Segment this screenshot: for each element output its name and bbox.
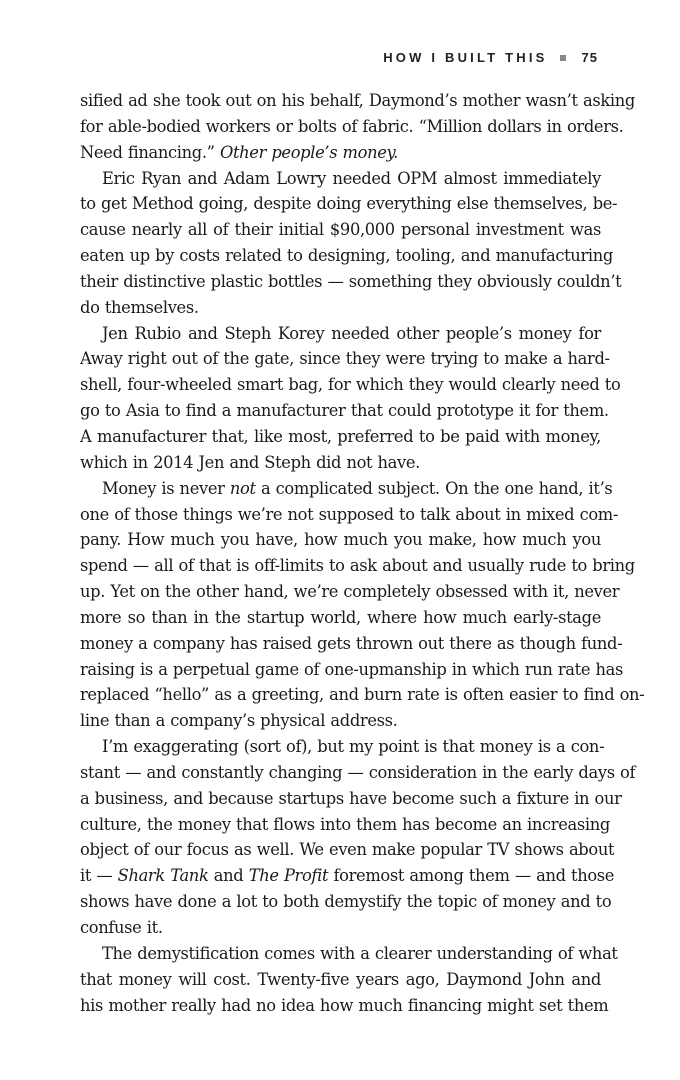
text-line — [80, 837, 615, 863]
text-segment: sified ad she took out on his behalf, Daymond’s mother wasn’t asking — [80, 91, 635, 110]
text-segment: shell, four-wheeled smart bag, for which they would clearly need to — [80, 375, 621, 395]
text-segment: Money is never — [102, 478, 230, 498]
text-segment: spend — all of that is off-limits to ask about and usually rude to bring — [80, 556, 635, 576]
text-line — [80, 889, 612, 915]
text-segment: his mother really had no idea how much financing might set them — [80, 995, 609, 1015]
text-line — [80, 217, 601, 243]
text-line — [80, 915, 601, 941]
page-number: 75 — [581, 50, 598, 65]
text-line — [80, 993, 609, 1019]
text-segment: confuse it. — [80, 918, 163, 937]
paragraph — [80, 321, 621, 476]
text-segment: for able-bodied workers or bolts of fabric. “Million dollars in orders. — [80, 116, 624, 136]
text-segment: Away right out of the gate, since they were trying to make a hard- — [80, 349, 610, 369]
text-line — [80, 502, 619, 528]
text-line — [80, 243, 613, 269]
text-line — [80, 708, 601, 734]
text-line — [80, 786, 622, 812]
paragraph — [80, 941, 618, 1019]
text-line — [80, 476, 613, 502]
text-segment: culture, the money that flows into them has become an increasing — [80, 814, 610, 834]
text-line — [80, 734, 605, 760]
text-line — [80, 605, 601, 631]
italic-text: Shark Tank — [117, 866, 209, 886]
paragraph — [80, 734, 636, 941]
body-text — [80, 88, 645, 1018]
text-segment: their distinctive plastic bottles — something they obviously couldn’t — [80, 271, 622, 291]
text-line — [80, 941, 618, 967]
text-segment: money a company has raised gets thrown out there as though fund- — [80, 633, 623, 653]
running-head — [383, 50, 598, 65]
text-segment: go to Asia to find a manufacturer that could prototype it for them. — [80, 401, 609, 421]
text-segment: line than a company’s physical address. — [80, 711, 398, 731]
text-line — [80, 553, 635, 579]
text-line — [80, 450, 601, 476]
paragraph — [80, 166, 622, 321]
text-segment: foremost among them — and those — [328, 866, 615, 886]
text-segment: Jen Rubio and Steph Korey needed other people’s money for — [102, 323, 601, 343]
text-line — [80, 269, 622, 295]
text-segment: Eric Ryan and Adam Lowry needed OPM almost immediately — [102, 168, 601, 188]
text-line — [80, 631, 623, 657]
text-segment: do themselves. — [80, 297, 199, 317]
text-segment: stant — and constantly changing — consideration in the early days of — [80, 762, 636, 782]
text-segment: it — — [80, 866, 118, 886]
text-line — [80, 398, 609, 424]
text-segment: cause nearly all of their initial $90,000 personal investment was — [80, 220, 601, 240]
running-head-title: HOW I BUILT THIS — [383, 50, 548, 65]
text-segment: replaced “hello” as a greeting, and burn rate is often easier to find on- — [80, 685, 645, 705]
text-line — [80, 88, 635, 114]
text-segment: raising is a perpetual game of one-upmanship in which run rate has — [80, 659, 623, 679]
italic-text: Other people’s money. — [219, 142, 399, 162]
text-segment: I’m exaggerating (sort of), but my point is that money is a con- — [102, 737, 605, 757]
text-line — [80, 967, 601, 993]
text-segment: The demystification comes with a clearer understanding of what — [102, 943, 618, 963]
text-line — [80, 424, 601, 450]
text-segment: up. Yet on the other hand, we’re completely obsessed with it, never — [80, 582, 620, 602]
italic-text: not — [229, 478, 256, 498]
text-line — [80, 321, 601, 347]
text-line — [80, 760, 636, 786]
text-segment: Need financing.” — [80, 142, 220, 162]
text-line — [80, 682, 645, 708]
text-line — [80, 527, 601, 553]
text-line — [80, 191, 618, 217]
text-line — [80, 114, 624, 140]
text-segment: a business, and because startups have become such a fixture in our — [80, 788, 622, 808]
text-segment: more so than in the startup world, where how much early-stage — [80, 607, 601, 627]
text-segment: eaten up by costs related to designing, tooling, and manufacturing — [80, 246, 613, 266]
text-segment: pany. How much you have, how much you make, how much you — [80, 530, 601, 550]
paragraph — [80, 476, 645, 734]
text-segment: to get Method going, despite doing everything else themselves, be- — [80, 194, 618, 214]
text-line — [80, 812, 610, 838]
text-segment: which in 2014 Jen and Steph did not have. — [80, 452, 420, 472]
text-line — [80, 140, 601, 166]
text-segment: one of those things we’re not supposed to talk about in mixed com- — [80, 504, 619, 524]
text-line — [80, 579, 620, 605]
text-line — [80, 166, 601, 192]
text-line — [80, 863, 615, 889]
separator-square-icon — [560, 55, 566, 61]
italic-text: The Profit — [248, 866, 329, 886]
paragraph — [80, 88, 635, 166]
text-line — [80, 372, 621, 398]
text-segment: that money will cost. Twenty-five years ago, Daymond John and — [80, 969, 601, 989]
text-segment: A manufacturer that, like most, preferred to be paid with money, — [80, 426, 601, 446]
text-line — [80, 346, 610, 372]
text-line — [80, 295, 601, 321]
text-line — [80, 657, 623, 683]
text-segment: and — [208, 866, 249, 886]
text-segment: object of our focus as well. We even make popular TV shows about — [80, 840, 615, 860]
text-segment: a complicated subject. On the one hand, it’s — [255, 478, 613, 498]
text-segment: shows have done a lot to both demystify the topic of money and to — [80, 892, 612, 912]
